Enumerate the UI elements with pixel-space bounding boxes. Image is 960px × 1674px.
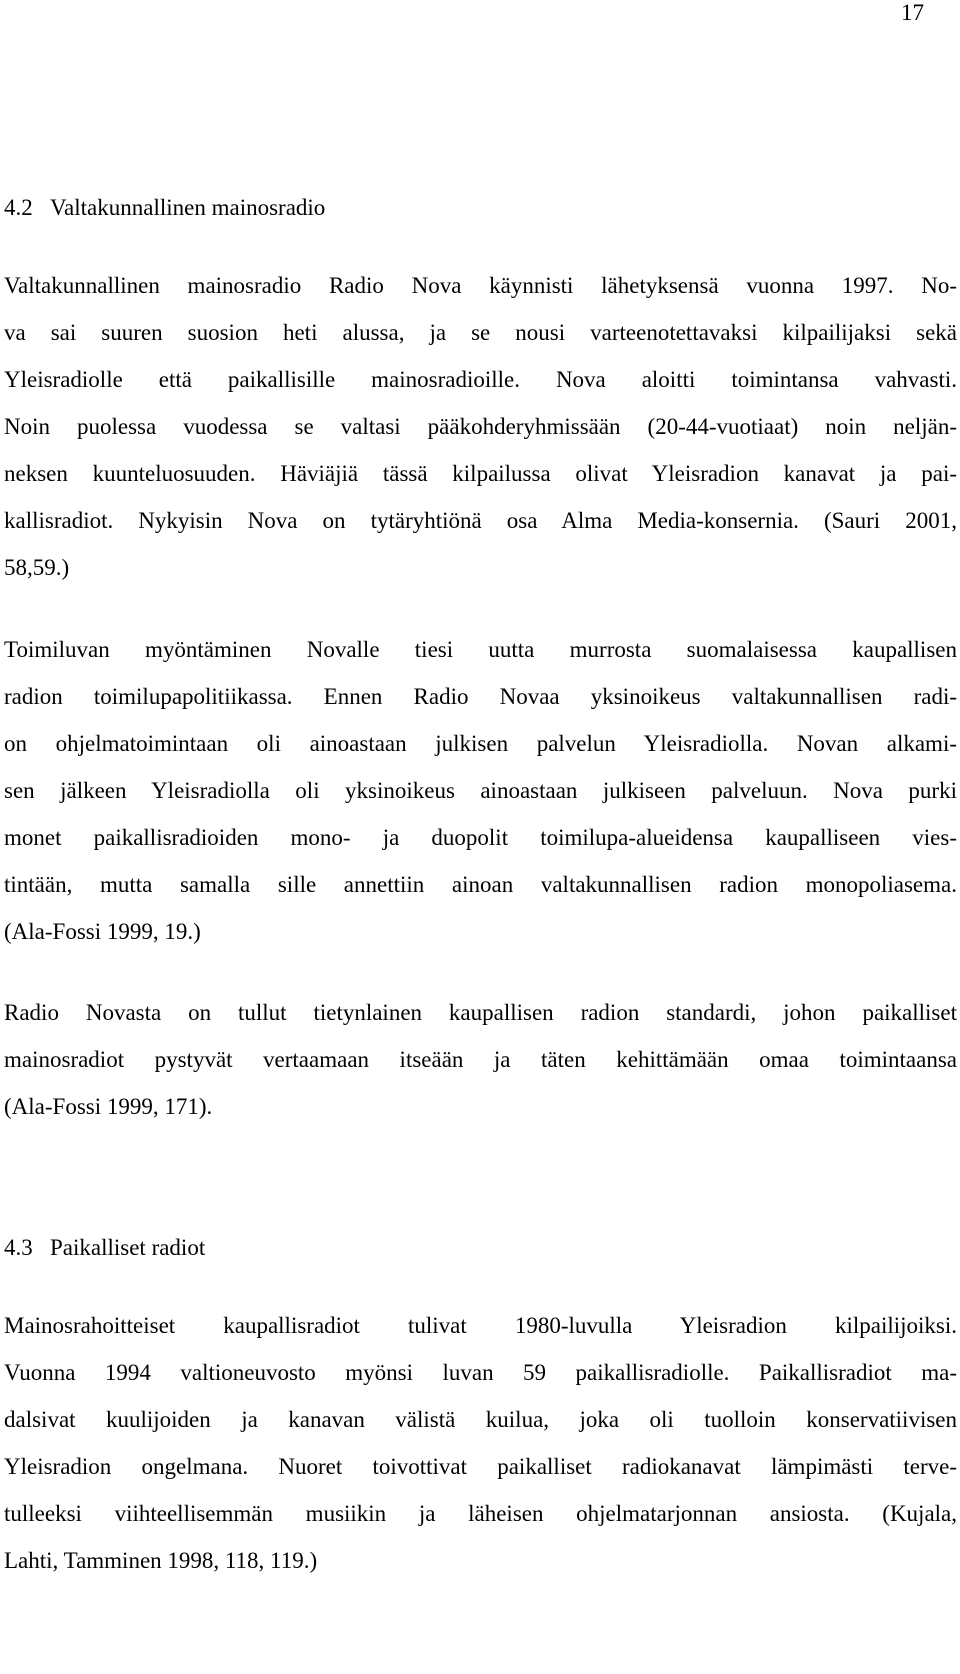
text-line: neksen kuunteluosuuden. Häviäjiä tässä kilpailussa olivat Yleisradion kanavat ja pai- bbox=[4, 461, 957, 486]
text-line: va sai suuren suosion heti alussa, ja se nousi varteenotettavaksi kilpailijaksi sekä bbox=[4, 320, 957, 345]
section-number: 4.2 bbox=[4, 195, 33, 220]
text-line: Yleisradion ongelmana. Nuoret toivottivat paikalliset radiokanavat lämpimästi terve- bbox=[4, 1454, 957, 1479]
text-line: Lahti, Tamminen 1998, 118, 119.) bbox=[4, 1548, 318, 1573]
text-line: sen jälkeen Yleisradiolla oli yksinoikeus ainoastaan julkiseen palveluun. Nova purki bbox=[4, 778, 957, 803]
section-number: 4.3 bbox=[4, 1235, 33, 1260]
page-number: 17 bbox=[901, 0, 924, 25]
paragraph bbox=[4, 626, 957, 955]
text-line: tulleeksi viihteellisemmän musiikin ja läheisen ohjelmatarjonnan ansiosta. (Kujala, bbox=[4, 1501, 957, 1526]
section-heading-4-3 bbox=[4, 1235, 205, 1261]
text-line: Radio Novasta on tullut tietynlainen kaupallisen radion standardi, johon paikalliset bbox=[4, 1000, 957, 1025]
text-line: Valtakunnallinen mainosradio Radio Nova käynnisti lähetyksensä vuonna 1997. No- bbox=[4, 273, 957, 298]
section-title: Valtakunnallinen mainosradio bbox=[50, 195, 326, 220]
text-line: (Ala-Fossi 1999, 19.) bbox=[4, 919, 201, 944]
paragraph bbox=[4, 989, 957, 1130]
paragraph bbox=[4, 1302, 957, 1584]
text-line: Mainosrahoitteiset kaupallisradiot tulivat 1980-luvulla Yleisradion kilpailijoiksi. bbox=[4, 1313, 957, 1338]
text-line: Yleisradiolle että paikallisille mainosradioille. Nova aloitti toimintansa vahvasti. bbox=[4, 367, 957, 392]
text-line: mainosradiot pystyvät vertaamaan itseään ja täten kehittämään omaa toimintaansa bbox=[4, 1047, 957, 1072]
paragraph bbox=[4, 262, 957, 591]
text-line: Toimiluvan myöntäminen Novalle tiesi uutta murrosta suomalaisessa kaupallisen bbox=[4, 637, 957, 662]
text-line: on ohjelmatoimintaan oli ainoastaan julkisen palvelun Yleisradiolla. Novan alkami- bbox=[4, 731, 957, 756]
text-line: radion toimilupapolitiikassa. Ennen Radio Novaa yksinoikeus valtakunnallisen radi- bbox=[4, 684, 957, 709]
text-line: 58,59.) bbox=[4, 555, 70, 580]
text-line: (Ala-Fossi 1999, 171). bbox=[4, 1094, 213, 1119]
section-title: Paikalliset radiot bbox=[50, 1235, 206, 1260]
text-line: Noin puolessa vuodessa se valtasi pääkohderyhmissään (20-44-vuotiaat) noin neljän- bbox=[4, 414, 957, 439]
text-line: Vuonna 1994 valtioneuvosto myönsi luvan 59 paikallisradiolle. Paikallisradiot ma- bbox=[4, 1360, 957, 1385]
text-line: dalsivat kuulijoiden ja kanavan välistä kuilua, joka oli tuolloin konservatiivisen bbox=[4, 1407, 957, 1432]
text-line: tintään, mutta samalla sille annettiin ainoan valtakunnallisen radion monopoliasema. bbox=[4, 872, 957, 897]
text-line: monet paikallisradioiden mono- ja duopolit toimilupa-alueidensa kaupalliseen vies- bbox=[4, 825, 957, 850]
section-heading-4-2 bbox=[4, 195, 325, 221]
text-line: kallisradiot. Nykyisin Nova on tytäryhtiönä osa Alma Media-konsernia. (Sauri 2001, bbox=[4, 508, 957, 533]
